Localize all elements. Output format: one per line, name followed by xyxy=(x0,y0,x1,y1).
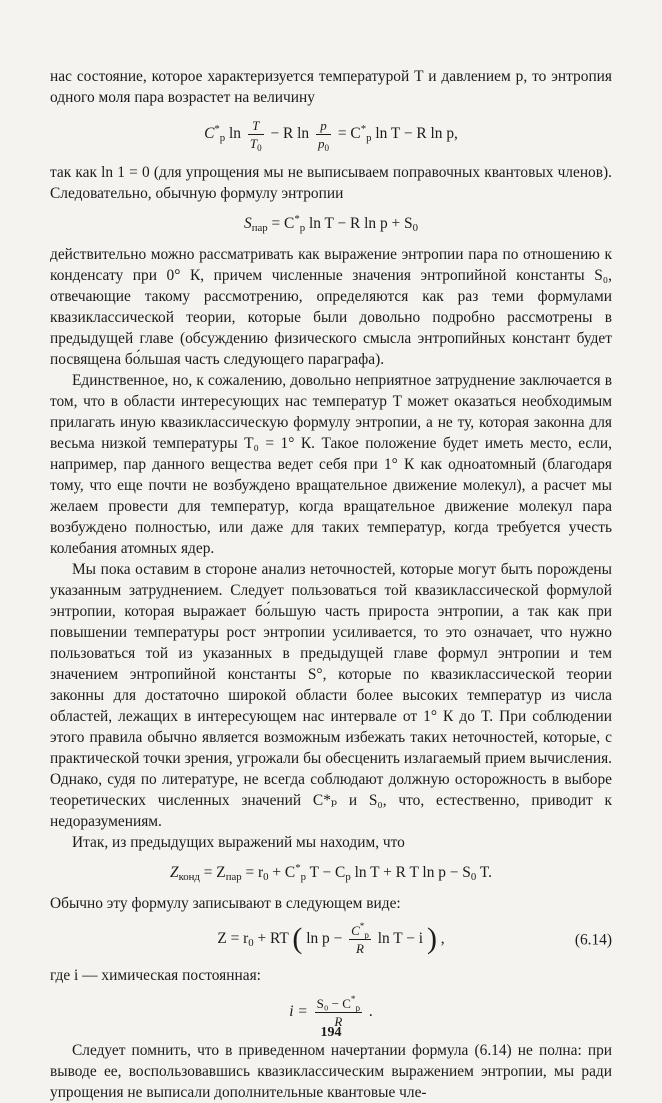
equation-4: $Z = r_0$ + RT ( ln p − $\frac{C^*_p}{R}$ ln T − i ) , (6.14) xyxy=(217,921,612,956)
page-number: 194 xyxy=(320,1025,342,1040)
equation-number: (6.14) xyxy=(574,931,612,948)
paragraph-2: так как ln 1 = 0 (для упрощения мы не выписываем поправочных квантовых членов). Следовательно, обычную формулу энтропии xyxy=(50,164,612,202)
paragraph-8: где i — химическая постоянная: xyxy=(50,967,261,984)
paragraph-7: Обычно эту формулу записывают в следующем виде: xyxy=(50,895,401,912)
paragraph-4: Единственное, но, к сожалению, довольно неприятное затруднение заключается в том, что в области интересующих нас температур T может оказаться необходимым прилагать иную квазиклассическую формулу энтропии, а не ту, которая законна для весьма низкой температуры T₀ = 1° К. Такое положение будет иметь место, если, например, пар данного вещества ведет себя при 1° К как одноатомный (благодаря тому, что еще почти не возбуждено вращательное движение молекул), а расчет мы желаем провести для температур, когда вращательное движение молекул пара возбуждено полностью, или даже для таких температур, когда требуется учесть колебания атомных ядер. xyxy=(50,372,612,557)
paragraph-5: Мы пока оставим в стороне анализ неточностей, которые могут быть порождены указанным затруднением. Следует пользоваться той квазиклассической формулой энтропии, которая выражает бо́льшую часть прироста энтропии, а так как при повышении температуры рост энтропии усиливается, то это означает, что нужно пользоваться той из указанных в предыдущей главе формул энтропии и тем значением энтропийной константы S°, которые по квазиклассической теории законны для достаточно широкой области более высоких температур из числа областей, лежащих в интересующем нас интервале от 1° К до T. При соблюдении этого правила обычно является возможным избежать таких неточностей, которые, с практической точки зрения, угрожали бы обесценить излагаемый прием вычисления. Однако, судя по литературе, не всегда соблюдают должную осторожность в выборе теоретических численных значений C*ₚ и S₀, что, естественно, приводит к недоразумениям. xyxy=(50,561,612,830)
paragraph-3: действительно можно рассматривать как выражение энтропии пара по отношению к конденсату при 0° К, причем численные значения энтропийной константы S₀, отвечающие такому рассмотрению, определяются как раз теми формулами квазиклассической теории, которые были довольно подробно рассмотрены в предыдущей главе (обсуждению физического смысла энтропийных констант будет посвящена бо́льшая часть следующего параграфа). xyxy=(50,246,612,368)
paragraph-1: нас состояние, которое характеризуется температурой T и давлением p, то энтропия одного моля пара возрастет на величину xyxy=(50,68,612,106)
equation-1: $C^*_p$ ln $\frac{T}{T_0}$ − R ln $\frac{p}{p_0}$ = $C^*_p$ ln T − R ln p, xyxy=(204,118,458,153)
equation-5: i = $\frac{S_0 - C^*_p}{R}$ . xyxy=(289,994,373,1029)
paragraph-9: Следует помнить, что в приведенном начертании формула (6.14) не полна: при выводе ее, воспользовавшись квазиклассическим выражением энтропии, мы ради упрощения не выписали дополнительные квантовые чле- xyxy=(50,1042,612,1101)
equation-3: $Z_{конд} = Z_{пар} = r_0 + C^*_p$ $T - C_p$ ln T + R T $\ln p - S_0$ T. xyxy=(170,862,492,883)
equation-2: $S_{пар} = C^*_p$ ln T − R $\ln p + S_0$ xyxy=(244,213,418,234)
paragraph-6: Итак, из предыдущих выражений мы находим, что xyxy=(72,834,405,851)
